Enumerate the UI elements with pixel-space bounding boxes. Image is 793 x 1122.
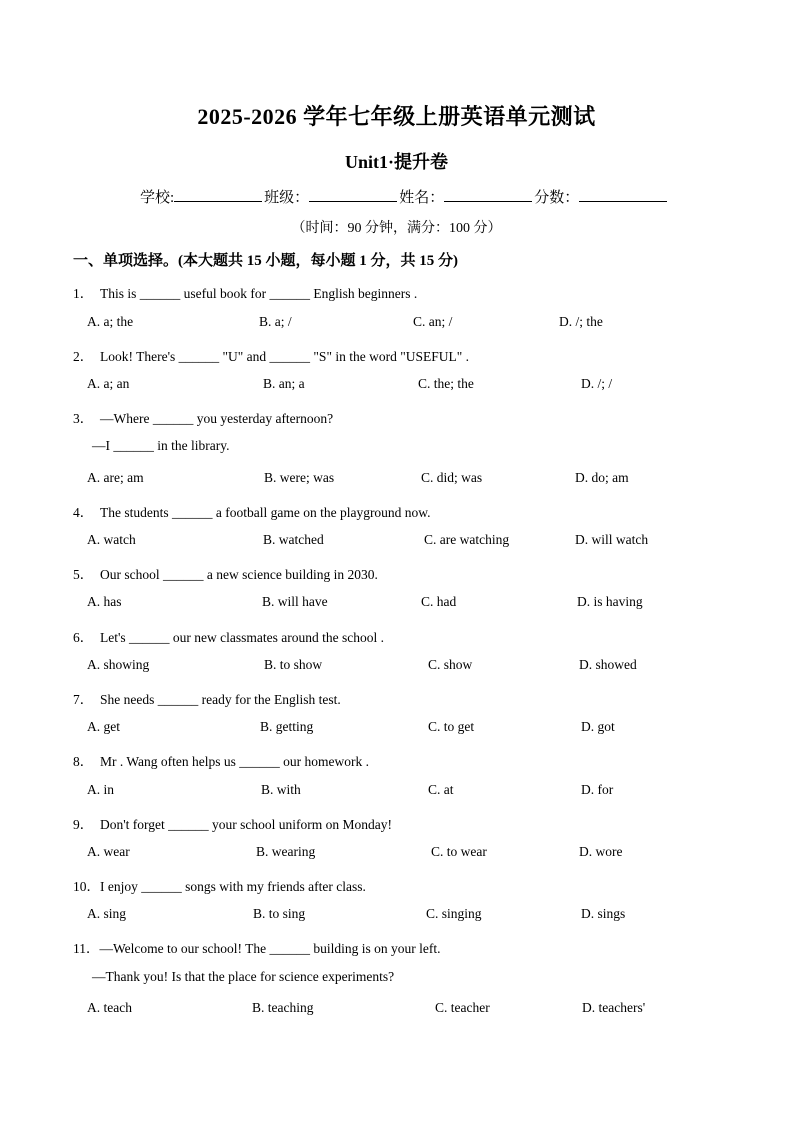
question-number: 11． (73, 941, 100, 956)
option-d[interactable]: D. sings (581, 906, 626, 921)
option-d[interactable]: D. teachers' (582, 1000, 646, 1015)
option-b[interactable]: B. getting (260, 719, 314, 734)
option-c[interactable]: C. to get (428, 719, 475, 734)
student-info-line (140, 186, 700, 207)
question-7 (73, 688, 341, 708)
option-c[interactable]: C. the; the (418, 376, 474, 391)
question-stem: Let's ______ our new classmates around the school . (100, 630, 384, 645)
question-number: 10． (73, 879, 100, 894)
option-d[interactable]: D. will watch (575, 532, 649, 547)
question-stem: —Welcome to our school! The ______ building is on your left. (99, 941, 441, 956)
option-b[interactable]: B. with (261, 782, 301, 797)
exam-subtitle: Unit1·提升卷 (344, 152, 448, 172)
score-label: 分数： (534, 190, 580, 206)
option-a[interactable]: A. a; the (87, 314, 134, 329)
option-a[interactable]: A. wear (87, 844, 130, 859)
option-b[interactable]: B. will have (262, 594, 328, 609)
question-4 (73, 501, 431, 521)
question-number: 6． (73, 630, 94, 645)
option-a[interactable]: A. get (87, 719, 120, 734)
option-d[interactable]: D. /; / (581, 376, 613, 391)
time-note: （时间：90 分钟，满分：100 分） (291, 221, 502, 236)
question-stem: Our school ______ a new science building in 2030. (100, 567, 378, 582)
option-c[interactable]: C. did; was (421, 470, 483, 485)
question-number: 4． (73, 505, 94, 520)
question-stem: She needs ______ ready for the English test. (100, 692, 341, 707)
option-c[interactable]: C. to wear (431, 844, 487, 859)
option-d[interactable]: D. showed (579, 657, 637, 672)
option-d[interactable]: D. for (581, 782, 614, 797)
option-a[interactable]: A. a; an (87, 376, 130, 391)
question-10 (73, 875, 366, 895)
question-stem: This is ______ useful book for ______ English beginners . (100, 286, 418, 301)
option-b[interactable]: B. to show (264, 657, 323, 672)
option-d[interactable]: D. got (581, 719, 615, 734)
option-b[interactable]: B. wearing (256, 844, 316, 859)
school-blank[interactable] (174, 187, 262, 202)
class-label: 班级： (264, 190, 310, 206)
option-d[interactable]: D. /; the (559, 314, 603, 329)
question-number: 2． (73, 349, 94, 364)
option-a[interactable]: A. teach (87, 1000, 132, 1015)
option-b[interactable]: B. watched (263, 532, 324, 547)
question-number: 9． (73, 817, 94, 832)
name-blank[interactable] (444, 187, 532, 202)
question-stem: I enjoy ______ songs with my friends after class. (100, 879, 366, 894)
question-5 (73, 563, 378, 583)
option-b[interactable]: B. a; / (259, 314, 292, 329)
option-d[interactable]: D. is having (577, 594, 643, 609)
question-8 (73, 750, 369, 770)
question-continuation: —I ______ in the library. (92, 438, 230, 453)
option-a[interactable]: A. has (87, 594, 122, 609)
option-b[interactable]: B. an; a (263, 376, 305, 391)
option-c[interactable]: C. at (428, 782, 454, 797)
question-6 (73, 626, 384, 646)
question-2 (73, 345, 469, 365)
school-label: 学校: (140, 190, 175, 206)
question-stem: Mr . Wang often helps us ______ our homework . (100, 754, 370, 769)
name-label: 姓名： (399, 190, 445, 206)
option-a[interactable]: A. in (87, 782, 114, 797)
option-b[interactable]: B. were; was (264, 470, 335, 485)
option-c[interactable]: C. show (428, 657, 473, 672)
option-d[interactable]: D. do; am (575, 470, 629, 485)
question-number: 1． (73, 286, 94, 301)
question-1 (73, 282, 417, 302)
option-b[interactable]: B. teaching (252, 1000, 314, 1015)
option-c[interactable]: C. had (421, 594, 457, 609)
question-9 (73, 813, 392, 833)
question-11 (73, 937, 441, 957)
option-a[interactable]: A. watch (87, 532, 136, 547)
question-stem: The students ______ a football game on the playground now. (100, 505, 431, 520)
question-3 (73, 407, 333, 427)
option-c[interactable]: C. teacher (435, 1000, 490, 1015)
option-a[interactable]: A. sing (87, 906, 127, 921)
option-c[interactable]: C. an; / (413, 314, 453, 329)
question-stem: Don't forget ______ your school uniform on Monday! (100, 817, 393, 832)
question-stem: —Where ______ you yesterday afternoon? (100, 411, 334, 426)
class-blank[interactable] (309, 187, 397, 202)
question-number: 5． (73, 567, 94, 582)
option-c[interactable]: C. are watching (424, 532, 510, 547)
question-number: 7． (73, 692, 94, 707)
option-a[interactable]: A. are; am (87, 470, 144, 485)
question-number: 3． (73, 411, 94, 426)
score-blank[interactable] (579, 187, 667, 202)
option-d[interactable]: D. wore (579, 844, 623, 859)
question-continuation: —Thank you! Is that the place for science experiments? (92, 969, 395, 984)
question-number: 8． (73, 754, 94, 769)
question-stem: Look! There's ______ "U" and ______ "S" in the word "USEFUL" . (100, 349, 469, 364)
option-b[interactable]: B. to sing (253, 906, 306, 921)
exam-title: 2025-2026 学年七年级上册英语单元测试 (197, 104, 596, 129)
option-a[interactable]: A. showing (87, 657, 150, 672)
option-c[interactable]: C. singing (426, 906, 482, 921)
section-title: 一、单项选择。(本大题共 15 小题，每小题 1 分，共 15 分) (73, 253, 458, 269)
